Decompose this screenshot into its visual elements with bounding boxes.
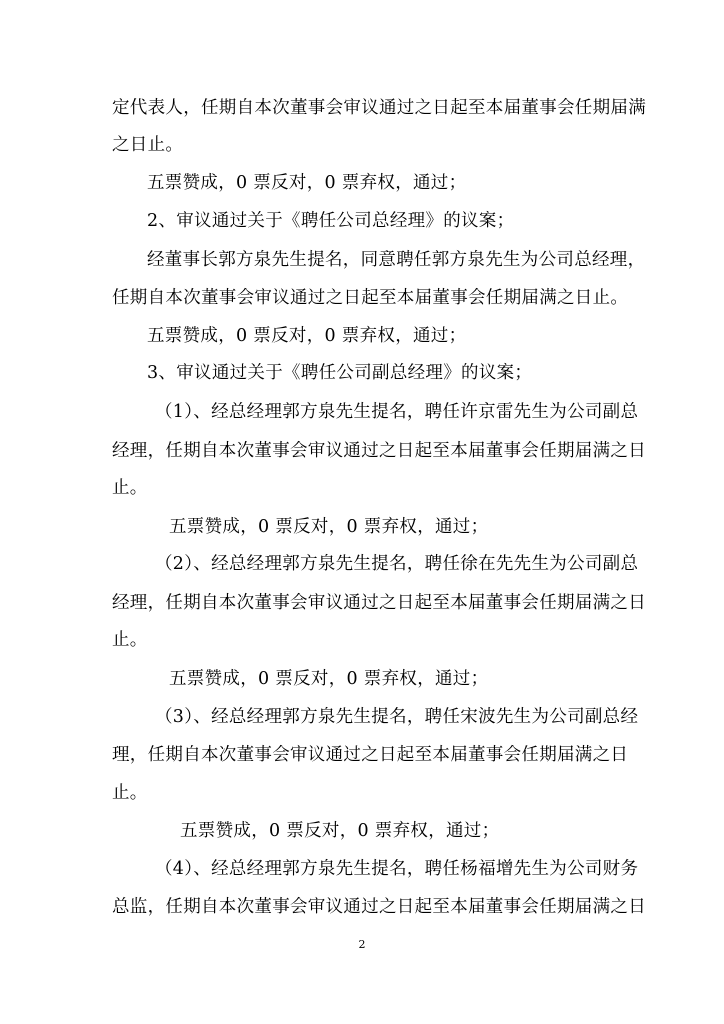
text-line: 止。	[112, 478, 148, 498]
text-line: 理，任期自本次董事会审议通过之日起至本届董事会任期届满之日	[112, 745, 629, 765]
text-line: 定代表人，任期自本次董事会审议通过之日起至本届董事会任期届满	[112, 98, 646, 118]
text-line: 五票赞成，0 票反对，0 票弃权，通过；	[180, 821, 500, 841]
text-line: 五票赞成，0 票反对，0 票弃权，通过；	[147, 173, 467, 193]
text-line: （3）、经总经理郭方泉先生提名，聘任宋波先生为公司副总经	[155, 707, 639, 727]
text-line: 之日止。	[112, 135, 184, 155]
text-line: （2）、经总经理郭方泉先生提名，聘任徐在先先生为公司副总	[155, 554, 639, 574]
text-line: 五票赞成，0 票反对，0 票弃权，通过；	[169, 669, 489, 689]
text-line: 五票赞成，0 票反对，0 票弃权，通过；	[147, 326, 467, 346]
text-line: 经理，任期自本次董事会审议通过之日起至本届董事会任期届满之日	[112, 441, 646, 461]
text-line: （4）、经总经理郭方泉先生提名，聘任杨福增先生为公司财务	[155, 859, 639, 879]
page-number: 2	[358, 938, 366, 951]
text-line: 止。	[112, 630, 148, 650]
text-line: 总监，任期自本次董事会审议通过之日起至本届董事会任期届满之日	[112, 897, 646, 917]
text-line: 五票赞成，0 票反对，0 票弃权，通过；	[169, 517, 489, 537]
text-line: （1）、经总经理郭方泉先生提名，聘任许京雷先生为公司副总	[155, 402, 639, 422]
text-line: 任期自本次董事会审议通过之日起至本届董事会任期届满之日止。	[112, 288, 629, 308]
text-line: 2、审议通过关于《聘任公司总经理》的议案；	[147, 211, 515, 231]
text-line: 止。	[112, 783, 148, 803]
text-line: 经董事长郭方泉先生提名，同意聘任郭方泉先生为公司总经理，	[147, 250, 646, 270]
text-line: 经理，任期自本次董事会审议通过之日起至本届董事会任期届满之日	[112, 593, 646, 613]
text-line: 3、审议通过关于《聘任公司副总经理》的议案；	[147, 363, 533, 383]
